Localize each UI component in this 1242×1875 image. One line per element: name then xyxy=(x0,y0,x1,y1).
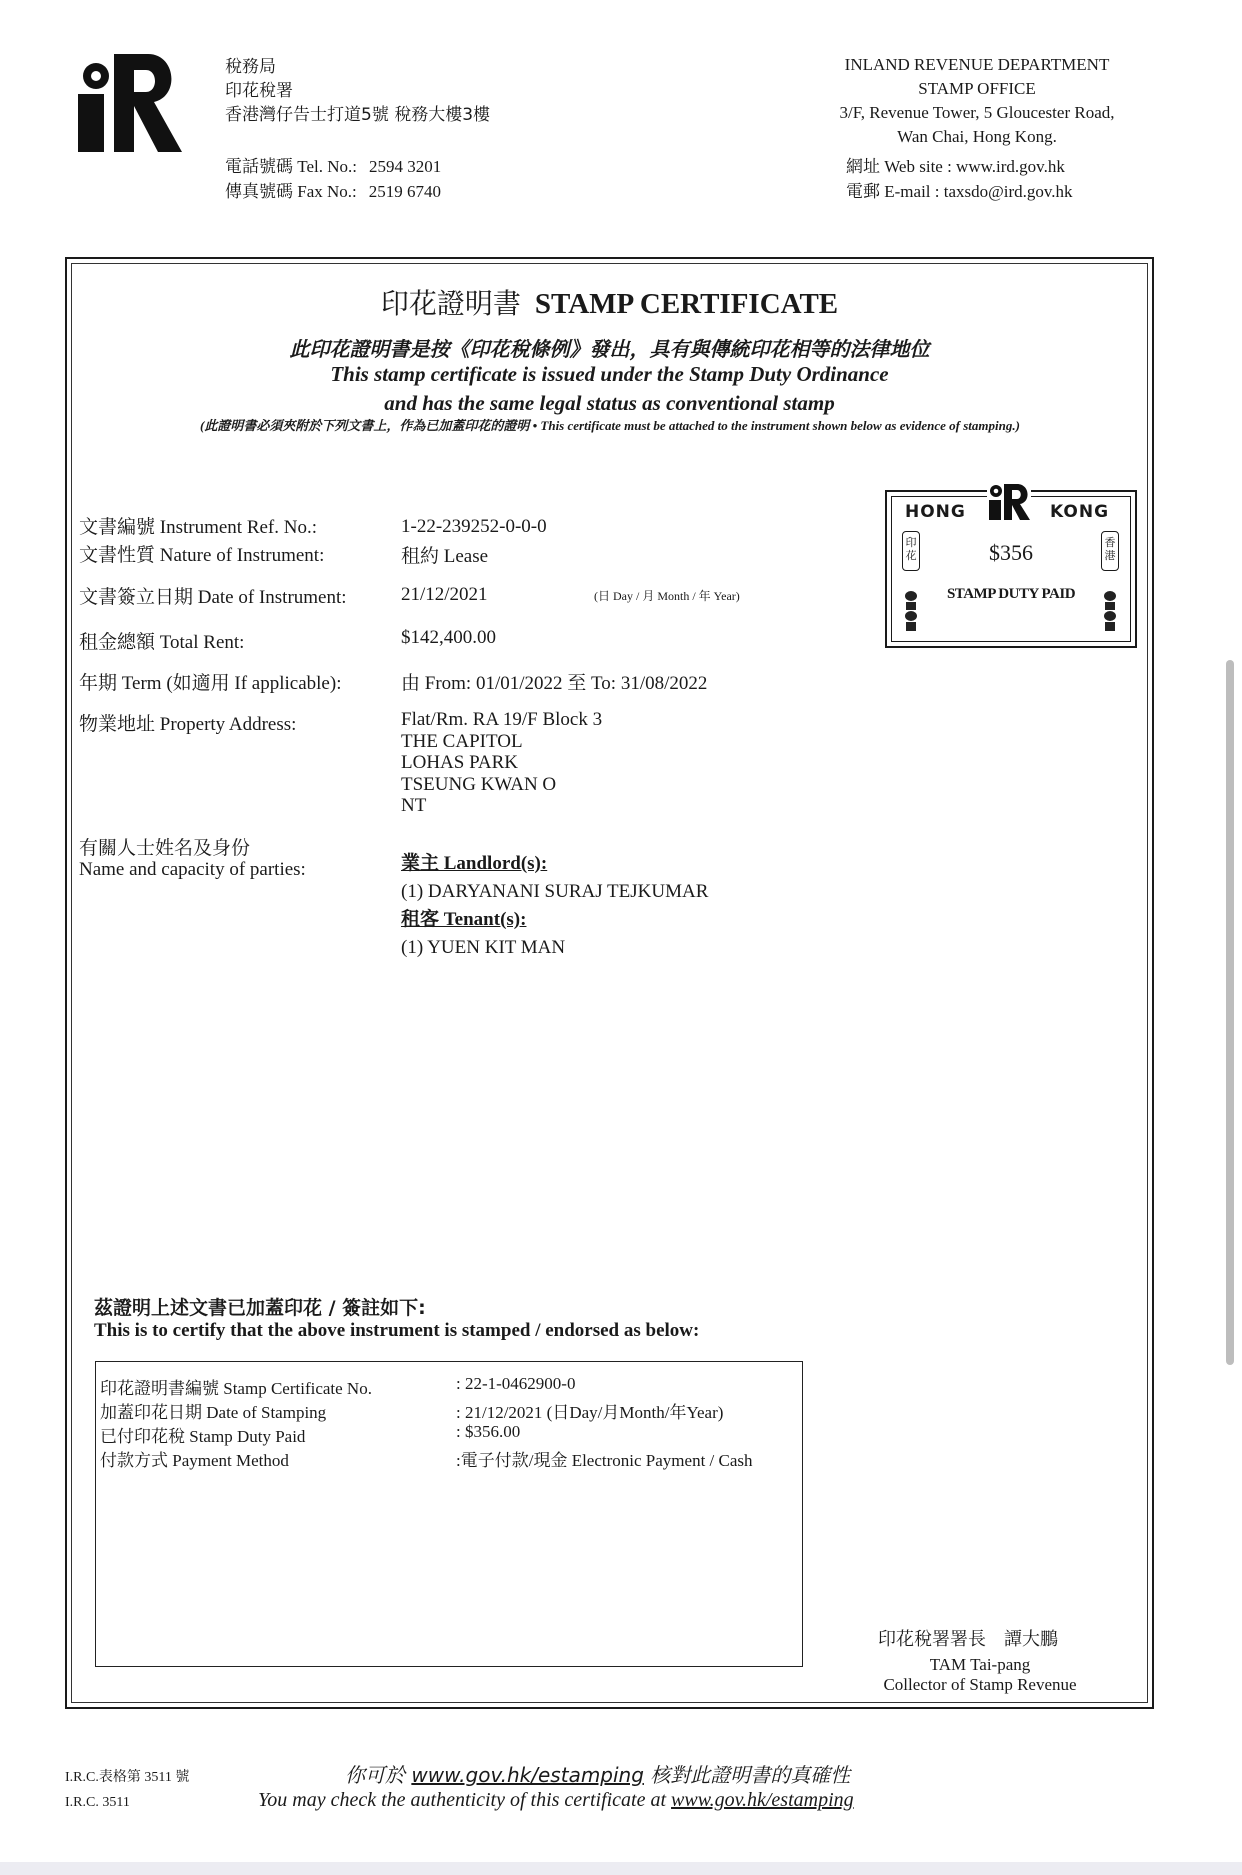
fax-label: 傳真號碼 Fax No.: xyxy=(225,182,357,201)
ornament-icon xyxy=(903,590,919,632)
ird-logo xyxy=(78,52,182,152)
estamping-link[interactable]: www.gov.hk/estamping xyxy=(671,1789,854,1811)
stamp-hong: HONG xyxy=(905,502,966,522)
ref-label: 文書編號 Instrument Ref. No.: xyxy=(79,517,318,538)
nature-label: 文書性質 Nature of Instrument: xyxy=(79,545,325,566)
fax-number: 2519 6740 xyxy=(368,182,441,201)
verify-zh-post: 核對此證明書的真確性 xyxy=(643,1763,851,1787)
address-line: TSEUNG KWAN O xyxy=(401,773,557,795)
parties-list xyxy=(401,850,708,962)
verify-note-en xyxy=(258,1789,854,1812)
address-label: 物業地址 Property Address: xyxy=(79,714,297,735)
estamping-link[interactable]: www.gov.hk/estamping xyxy=(411,1763,644,1787)
stamp-seal-left: 印花 xyxy=(902,531,920,571)
parties-label-zh: 有關人士姓名及身份 xyxy=(79,838,251,859)
scrollbar[interactable] xyxy=(1226,660,1234,1365)
duty-paid-label: 已付印花稅 Stamp Duty Paid xyxy=(100,1427,306,1446)
tenant-name: (1) YUEN KIT MAN xyxy=(401,937,566,958)
office-name-zh: 印花稅署 xyxy=(225,81,293,101)
contact-online xyxy=(846,154,1073,204)
address-line: NT xyxy=(401,795,427,816)
signatory-title: Collector of Stamp Revenue xyxy=(883,1675,1077,1694)
term-value: 由 From: 01/01/2022 至 To: 31/08/2022 xyxy=(401,673,708,694)
verify-zh-pre: 你可於 xyxy=(345,1763,412,1787)
form-number-en: I.R.C. 3511 xyxy=(65,1795,130,1810)
address-line: THE CAPITOL xyxy=(401,730,523,752)
contact-numbers xyxy=(225,154,441,204)
stamp-kong: KONG xyxy=(1050,502,1110,522)
tel-label: 電話號碼 Tel. No.: xyxy=(225,157,357,176)
payment-method-label: 付款方式 Payment Method xyxy=(100,1451,289,1470)
cert-no-label: 印花證明書編號 Stamp Certificate No. xyxy=(100,1379,372,1398)
address-line: LOHAS PARK xyxy=(401,752,519,773)
payment-method-value: :電子付款/現金 Electronic Payment / Cash xyxy=(456,1451,753,1470)
certification-en: This is to certify that the above instrument is stamped / endorsed as below: xyxy=(94,1320,700,1341)
address-zh: 香港灣仔告士打道5號 稅務大樓3樓 xyxy=(225,105,491,125)
cert-no-value: : 22-1-0462900-0 xyxy=(456,1374,576,1393)
date-value: 21/12/2021 xyxy=(401,584,488,605)
parties-label-en: Name and capacity of parties: xyxy=(79,859,306,880)
signatory-en xyxy=(850,1655,1110,1695)
subtitle-zh: 此印花證明書是按《印花稅條例》發出，具有與傳統印花相等的法律地位 xyxy=(289,337,930,361)
stamp-seal-right: 香港 xyxy=(1101,531,1119,571)
tenant-heading: 租客 Tenant(s): xyxy=(401,909,527,930)
office-address-en xyxy=(812,53,1142,149)
title-zh: 印花證明書 xyxy=(380,287,521,320)
verify-note-zh xyxy=(345,1759,850,1788)
certificate-title xyxy=(65,282,1154,322)
tel-number: 2594 3201 xyxy=(368,157,442,176)
nature-value: 租約 Lease xyxy=(401,546,489,567)
office-address-zh xyxy=(225,55,490,127)
address-line-1: 3/F, Revenue Tower, 5 Gloucester Road, xyxy=(839,103,1115,122)
subtitle-en xyxy=(65,360,1154,418)
dept-name-zh: 稅務局 xyxy=(225,57,276,77)
subtitle-en-line2: and has the same legal status as conventional stamp xyxy=(384,391,835,415)
property-address xyxy=(401,709,602,817)
dept-name-en: INLAND REVENUE DEPARTMENT xyxy=(844,55,1110,74)
website: 網址 Web site : www.ird.gov.hk xyxy=(846,157,1065,176)
attachment-note: (此證明書必須夾附於下列文書上，作為已加蓋印花的證明 • This certificate must be attached to the instrument shown below as evidence of stamping.) xyxy=(200,418,1020,433)
signatory-name: TAM Tai-pang xyxy=(929,1655,1031,1674)
office-name-en: STAMP OFFICE xyxy=(918,79,1036,98)
title-en: STAMP CERTIFICATE xyxy=(534,288,839,320)
parties-label xyxy=(79,838,306,880)
stamping-date-label: 加蓋印花日期 Date of Stamping xyxy=(100,1403,327,1422)
ornament-icon xyxy=(1102,590,1118,632)
address-line: Flat/Rm. RA 19/F Block 3 xyxy=(401,709,603,730)
certification-zh: 茲證明上述文書已加蓋印花 / 簽註如下: xyxy=(94,1297,426,1319)
subtitle-en-line1: This stamp certificate is issued under the Stamp Duty Ordinance xyxy=(330,362,889,386)
landlord-heading: 業主 Landlord(s): xyxy=(401,853,548,874)
duty-paid-value: : $356.00 xyxy=(456,1422,521,1441)
date-format: (日 Day / 月 Month / 年 Year) xyxy=(594,589,740,603)
form-number xyxy=(65,1765,189,1815)
stamp-amount: $356 xyxy=(989,540,1033,565)
rent-value: $142,400.00 xyxy=(401,627,496,648)
term-label: 年期 Term (如適用 If applicable): xyxy=(79,673,342,694)
stamp-logo-icon xyxy=(987,482,1031,522)
ref-value: 1-22-239252-0-0-0 xyxy=(401,516,547,537)
date-label: 文書簽立日期 Date of Instrument: xyxy=(79,587,347,608)
signatory-zh: 印花稅署署長 譚大鵬 xyxy=(878,1629,1058,1650)
stamping-date-value: : 21/12/2021 (日Day/月Month/年Year) xyxy=(456,1403,724,1422)
bottom-toolbar-edge xyxy=(0,1862,1242,1875)
stamp-caption: STAMP DUTY PAID xyxy=(946,586,1076,602)
form-number-zh: I.R.C.表格第 3511 號 xyxy=(65,1770,190,1785)
rent-label: 租金總額 Total Rent: xyxy=(79,632,245,653)
verify-en-pre: You may check the authenticity of this certificate at xyxy=(258,1789,672,1811)
email: 電郵 E-mail : taxsdo@ird.gov.hk xyxy=(846,182,1073,201)
address-line-2: Wan Chai, Hong Kong. xyxy=(897,127,1057,146)
landlord-name: (1) DARYANANI SURAJ TEJKUMAR xyxy=(401,881,709,902)
